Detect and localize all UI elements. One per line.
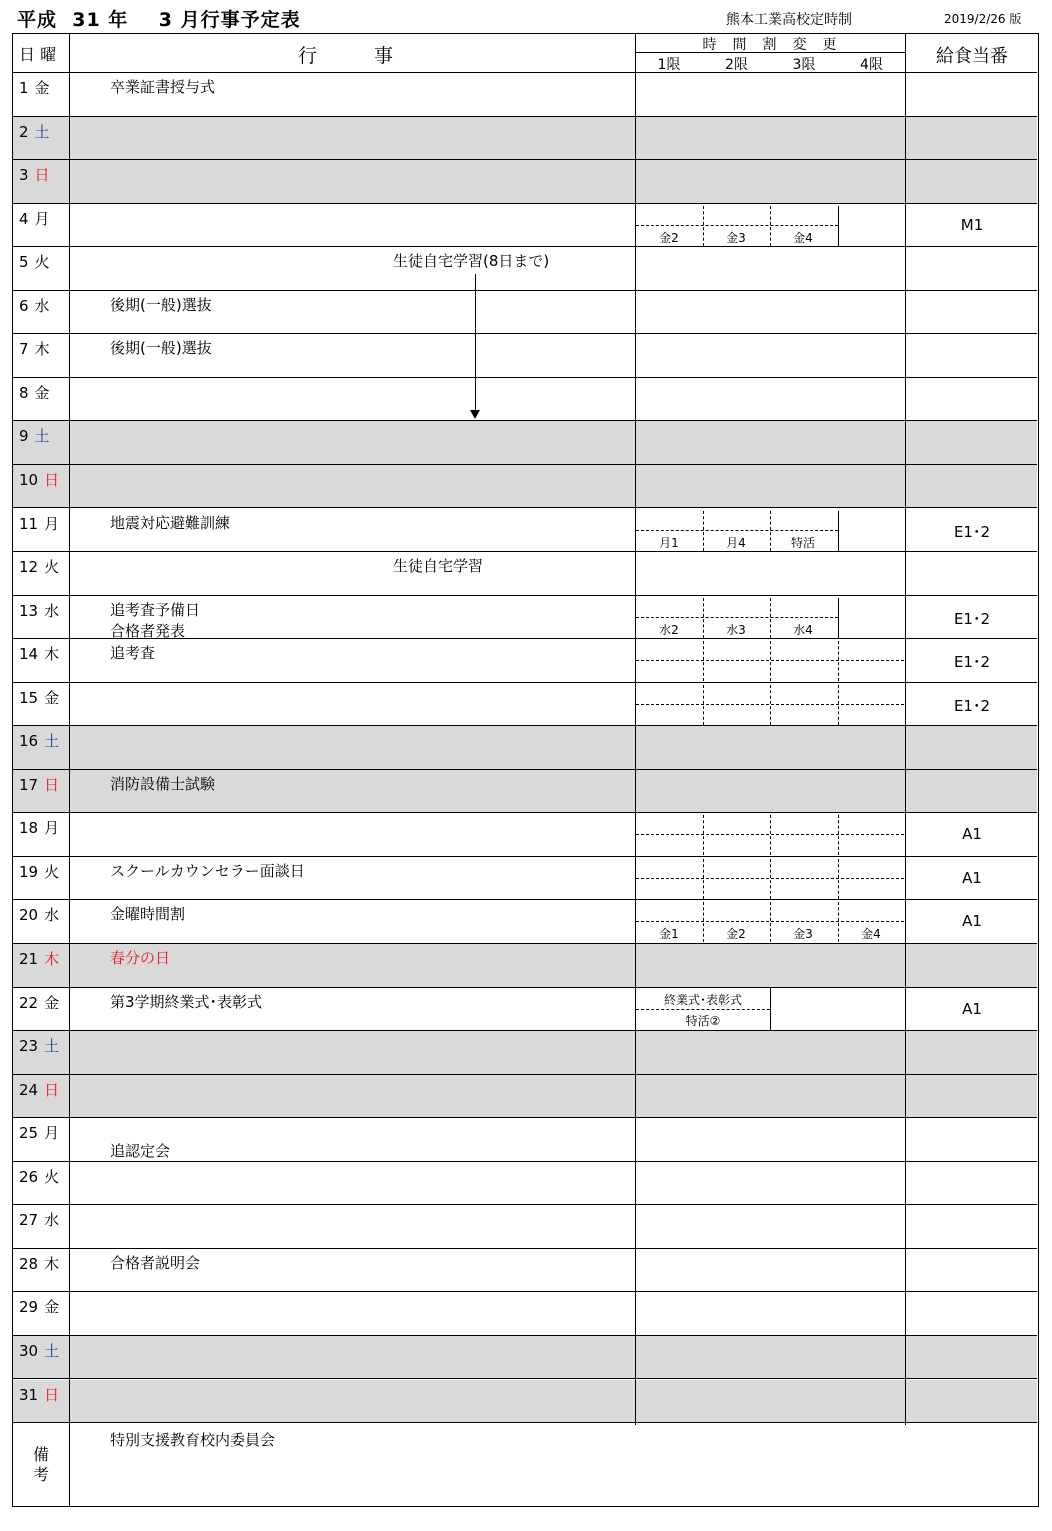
- table-row: [13, 726, 1037, 770]
- event-text: 春分の日: [110, 949, 171, 967]
- period-4-header: 4限: [860, 57, 883, 73]
- lunch-duty: A1: [962, 868, 982, 887]
- notes-row: [13, 1425, 1037, 1506]
- home-study-arrow-line: [475, 274, 476, 414]
- timetable-slot: 終業式･表彰式: [663, 992, 742, 1007]
- day-cell: [19, 1209, 59, 1230]
- timetable-slot-divider: [703, 685, 704, 725]
- day-number: 7: [19, 340, 29, 359]
- weekday: 火: [44, 1167, 60, 1186]
- day-cell: [19, 1340, 59, 1361]
- day-number: 20: [19, 906, 39, 925]
- table-row: [13, 1118, 1037, 1162]
- table-header-row: [13, 34, 1037, 73]
- day-cell: [19, 121, 50, 142]
- day-number: 16: [19, 732, 39, 751]
- timetable-slot-divider: [770, 859, 771, 899]
- day-number: 18: [19, 819, 39, 838]
- day-number: 24: [19, 1080, 39, 1099]
- event-text: 合格者説明会: [110, 1253, 201, 1272]
- day-number: 8: [19, 383, 29, 402]
- weekday: 日: [44, 775, 60, 794]
- weekday: 木: [44, 950, 60, 968]
- table-row: [13, 988, 1037, 1032]
- weekday: 土: [34, 122, 50, 141]
- day-cell: [19, 774, 59, 795]
- lunch-duty: M1: [960, 215, 984, 234]
- day-cell: [19, 382, 50, 403]
- table-row: [13, 1205, 1037, 1249]
- day-number: 17: [19, 775, 39, 794]
- day-number: 11: [19, 514, 39, 533]
- lunch-duty: E1･2: [953, 609, 991, 628]
- timetable-slot-divider: [770, 685, 771, 725]
- table-row: [13, 770, 1037, 814]
- timetable-slot-divider: [838, 206, 839, 246]
- weekday: 日: [44, 470, 60, 489]
- day-number: 19: [19, 862, 39, 881]
- notes-text: 特別支援教育校内委員会: [110, 1431, 276, 1449]
- weekday: 土: [44, 732, 60, 751]
- period-1-header: 1限: [657, 57, 681, 73]
- day-number: 27: [19, 1211, 39, 1230]
- timetable-slot: 金3: [726, 230, 746, 245]
- weekday: 木: [34, 340, 50, 359]
- timetable-slot: 金4: [861, 927, 881, 942]
- day-cell: [19, 1253, 59, 1274]
- weekday: 木: [44, 1254, 60, 1273]
- event-text: 地震対応避難訓練: [110, 513, 231, 532]
- day-cell: [19, 1296, 59, 1317]
- weekday: 土: [34, 427, 50, 446]
- arrow-down-icon: [470, 410, 480, 419]
- timetable-slot: 金1: [659, 927, 679, 942]
- period-2-header: 2限: [725, 57, 748, 73]
- timetable-slot: 水4: [793, 622, 813, 637]
- table-row: [13, 596, 1037, 640]
- day-number: 5: [19, 253, 29, 272]
- weekday: 火: [34, 253, 50, 272]
- lunch-duty: E1･2: [953, 696, 991, 715]
- day-number: 30: [19, 1341, 39, 1360]
- event-text: 生徒自宅学習(8日まで): [393, 252, 550, 271]
- weekday: 月: [44, 514, 60, 533]
- lunch-duty: A1: [962, 999, 982, 1018]
- weekday: 日: [44, 1080, 60, 1099]
- day-number: 22: [19, 993, 39, 1012]
- day-number: 4: [19, 209, 29, 228]
- day-cell: [19, 556, 59, 577]
- page-header: [0, 0, 1052, 33]
- table-row: [13, 1292, 1037, 1336]
- weekday: 水: [34, 296, 50, 315]
- timetable-slot-divider: [703, 859, 704, 899]
- table-row: [13, 465, 1037, 509]
- table-row: [13, 1031, 1037, 1075]
- day-cell: [19, 861, 59, 882]
- table-row: [13, 857, 1037, 901]
- table-row: [13, 813, 1037, 857]
- day-number: 9: [19, 427, 29, 446]
- day-number: 15: [19, 688, 39, 707]
- event-column-header: 行 事: [298, 45, 394, 67]
- weekday: 金: [34, 383, 50, 402]
- table-row: [13, 509, 1037, 553]
- day-cell: [19, 513, 59, 534]
- table-row: [13, 421, 1037, 465]
- notes-label: 備考: [32, 1445, 49, 1484]
- table-row: [13, 160, 1037, 204]
- weekday: 土: [44, 1037, 60, 1056]
- day-cell: [19, 730, 59, 751]
- lunch-duty: A1: [962, 912, 982, 931]
- timetable-slot-divider: [838, 641, 839, 681]
- timetable-slot-divider: [838, 685, 839, 725]
- day-cell: [19, 1079, 59, 1100]
- day-number: 21: [19, 950, 39, 968]
- day-cell: [19, 948, 59, 969]
- table-row: [13, 204, 1037, 248]
- period-3-header: 3限: [792, 57, 816, 73]
- timetable-slot: 金2: [726, 927, 746, 942]
- day-number: 26: [19, 1167, 39, 1186]
- weekday: 金: [44, 688, 60, 707]
- timetable-divider: [636, 617, 838, 618]
- timetable-header-divider: [635, 52, 905, 53]
- timetable-slot-divider: [703, 815, 704, 855]
- lunch-duty: A1: [962, 825, 982, 844]
- timetable-slot: 月4: [726, 535, 746, 550]
- table-row: [13, 1336, 1037, 1380]
- day-number: 29: [19, 1298, 39, 1317]
- event-text: 後期(一般)選抜: [110, 339, 212, 358]
- timetable-slot: 水2: [659, 622, 679, 637]
- table-row: [13, 683, 1037, 727]
- table-row: [13, 291, 1037, 335]
- version-label: 2019/2/26 版: [944, 12, 1022, 26]
- timetable-slot: 特活: [790, 535, 815, 550]
- weekday: 金: [44, 1298, 60, 1317]
- table-row: [13, 1162, 1037, 1206]
- day-cell: [19, 992, 59, 1013]
- lunch-duty: E1･2: [953, 522, 991, 541]
- day-number: 25: [19, 1124, 39, 1143]
- lunch-duty: E1･2: [953, 653, 991, 672]
- weekday: 月: [44, 819, 60, 838]
- table-row: [13, 334, 1037, 378]
- weekday: 火: [44, 558, 60, 577]
- day-number: 14: [19, 645, 39, 664]
- school-name: 熊本工業高校定時制: [726, 12, 852, 28]
- date-column-header: 日 曜: [19, 45, 57, 64]
- timetable-divider: [636, 530, 838, 531]
- day-cell: [19, 469, 59, 490]
- table-row: [13, 1075, 1037, 1119]
- day-cell: [19, 643, 59, 664]
- day-number: 13: [19, 601, 39, 620]
- timetable-slot-divider: [770, 988, 771, 1031]
- table-row: [13, 639, 1037, 683]
- day-number: 31: [19, 1385, 39, 1404]
- day-cell: [19, 338, 50, 359]
- timetable-slot: 金2: [659, 230, 679, 245]
- day-cell: [19, 425, 50, 446]
- timetable-column-header: 時 間 割 変 更: [702, 37, 838, 53]
- duty-column-header: 給食当番: [936, 46, 1008, 67]
- date-column-border: [69, 34, 70, 1506]
- table-row: [13, 944, 1037, 988]
- day-cell: [19, 600, 59, 621]
- table-row: [13, 117, 1037, 161]
- day-cell: [19, 817, 59, 838]
- day-number: 28: [19, 1254, 39, 1273]
- weekday: 水: [44, 1211, 60, 1230]
- day-number: 1: [19, 79, 29, 97]
- event-text: 合格者発表: [110, 621, 186, 640]
- table-row: [13, 378, 1037, 422]
- weekday: 金: [44, 993, 60, 1012]
- weekday: 火: [44, 862, 60, 881]
- timetable-divider: [636, 225, 838, 226]
- event-text: 生徒自宅学習: [393, 557, 484, 576]
- day-cell: [19, 1384, 59, 1405]
- day-number: 3: [19, 166, 29, 185]
- timetable-slot-divider: [770, 641, 771, 681]
- table-row: [13, 73, 1037, 117]
- timetable-slot-divider: [838, 511, 839, 551]
- event-column-border: [635, 34, 636, 1425]
- day-cell: [19, 295, 50, 316]
- timetable-slot: 金4: [793, 230, 813, 245]
- event-text: 追考査予備日: [110, 600, 201, 619]
- timetable-slot: 月1: [659, 535, 679, 550]
- weekday: 土: [44, 1341, 60, 1360]
- timetable-slot: 水3: [726, 622, 746, 637]
- weekday: 日: [44, 1385, 60, 1404]
- day-cell: [19, 1035, 59, 1056]
- weekday: 月: [34, 209, 50, 228]
- table-row: [13, 900, 1037, 944]
- table-row: [13, 1249, 1037, 1293]
- timetable-column-border: [905, 34, 906, 1425]
- timetable-slot-divider: [838, 598, 839, 638]
- weekday: 金: [34, 79, 50, 97]
- event-text: 消防設備士試験: [110, 774, 216, 793]
- timetable-slot: 特活②: [685, 1013, 721, 1028]
- day-cell: [19, 1122, 59, 1143]
- event-text: スクールカウンセラー面談日: [110, 861, 305, 880]
- day-cell: [19, 687, 59, 708]
- page-title: 平成 31 年 3 月行事予定表: [17, 9, 301, 31]
- day-number: 2: [19, 122, 29, 141]
- day-cell: [19, 904, 59, 925]
- timetable-slot-divider: [838, 815, 839, 855]
- timetable-slot: 金3: [793, 927, 813, 942]
- timetable-slot-divider: [770, 815, 771, 855]
- day-cell: [19, 164, 50, 185]
- schedule-table: [12, 33, 1039, 1507]
- weekday: 木: [44, 645, 60, 664]
- timetable-divider: [636, 1009, 770, 1010]
- day-cell: [19, 208, 50, 229]
- table-row: [13, 1380, 1037, 1424]
- table-row: [13, 552, 1037, 596]
- event-text: 卒業証書授与式: [110, 78, 216, 96]
- weekday: 水: [44, 906, 60, 925]
- day-number: 10: [19, 470, 39, 489]
- event-text: 第3学期終業式･表彰式: [110, 992, 263, 1011]
- day-cell: [19, 77, 50, 98]
- event-text: 追考査: [110, 644, 156, 663]
- table-row: [13, 247, 1037, 291]
- event-text: 後期(一般)選抜: [110, 295, 212, 314]
- day-cell: [19, 251, 50, 272]
- day-number: 6: [19, 296, 29, 315]
- day-cell: [19, 1166, 59, 1187]
- day-number: 12: [19, 558, 39, 577]
- weekday: 水: [44, 601, 60, 620]
- timetable-slot-divider: [703, 641, 704, 681]
- weekday: 月: [44, 1124, 60, 1143]
- event-text: 金曜時間割: [110, 905, 186, 924]
- timetable-slot-divider: [838, 859, 839, 899]
- event-text: 追認定会: [110, 1142, 171, 1161]
- day-number: 23: [19, 1037, 39, 1056]
- weekday: 日: [34, 166, 50, 185]
